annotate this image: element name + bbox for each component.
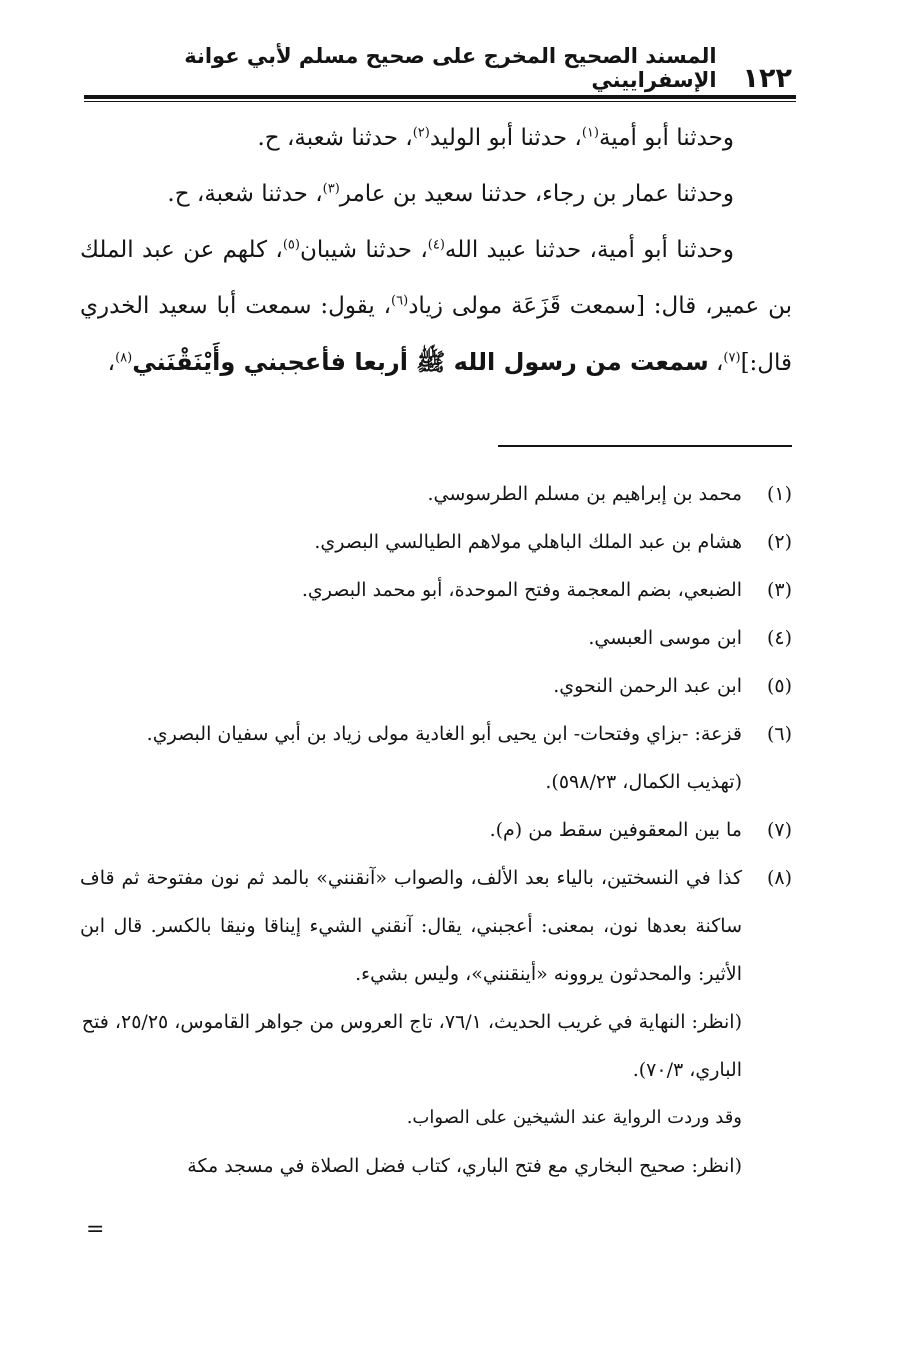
footnote-ref-4[interactable]: (٤) (427, 237, 445, 253)
footnote-5 (80, 662, 792, 710)
footnote-number: (٢) (766, 531, 792, 553)
footnote-number: (٦) (766, 723, 792, 745)
footnote-number: (٨) (766, 867, 792, 889)
footnote-text: كذا في النسختين، بالياء بعد الألف، والصواب «آنقنني» بالمد ثم نون مفتوحة ثم قاف ساكنة بعدها نون، بمعنى: أعجبني، يقال: آنقني الشيء إيناقا ونيقا بالكسر. قال ابن الأثير: والمحدثون يروونه «أينقنني»، وليس بشيء. (80, 867, 742, 985)
text-segment: ، حدثنا شعبة، ح. (167, 181, 323, 207)
text-segment: ، يقول: سمعت أبا سعيد الخدري قال:] (80, 293, 792, 376)
footnote-reference: (تهذيب الكمال، ٥٩٨/٢٣). (545, 771, 742, 793)
footnote-8-note: وقد وردت الرواية عند الشيخين على الصواب. (406, 1107, 742, 1128)
header-rule-thick (84, 95, 796, 99)
footnote-number: (٥) (766, 675, 792, 697)
text-segment: ، حدثنا أبو الوليد (429, 125, 582, 151)
footnote-6 (80, 710, 792, 806)
text-segment: ، حدثنا شعبة، ح. (257, 125, 413, 151)
footnote-body (80, 710, 742, 806)
header-rule-thin (84, 101, 796, 102)
text-segment: ، حدثنا شيبان (299, 237, 428, 263)
text-paragraph-3 (80, 222, 792, 391)
footnote-ref-2[interactable]: (٢) (412, 125, 430, 141)
footnote-separator (498, 445, 792, 447)
footnote-text: قزعة: -بزاي وفتحات- ابن يحيى أبو الغادية مولى زياد بن أبي سفيان البصري. (146, 723, 742, 745)
text-segment: وحدثنا أبو أمية (598, 125, 734, 151)
footnote-8-sources-2: (انظر: صحيح البخاري مع فتح الباري، كتاب فضل الصلاة في مسجد مكة (187, 1155, 742, 1177)
running-title: المسند الصحيح المخرج على صحيح مسلم لأبي عوانة الإسفراييني (184, 44, 717, 92)
text-line-1 (80, 110, 792, 166)
footnote-number: (١) (766, 483, 792, 505)
page-header (90, 44, 792, 94)
footnote-3 (80, 566, 792, 614)
text-segment: ، (708, 350, 724, 376)
footnote-4 (80, 614, 792, 662)
footnote-1 (80, 470, 792, 518)
footnote-text: هشام بن عبد الملك الباهلي مولاهم الطيالسي البصري. (314, 531, 742, 553)
footnote-text: الضبعي، بضم المعجمة وفتح الموحدة، أبو محمد البصري. (301, 579, 742, 601)
footnote-8-sources: (انظر: النهاية في غريب الحديث، ٧٦/١، تاج العروس من جواهر القاموس، ٢٥/٢٥، فتح الباري، ٧٠/٣). (81, 1011, 742, 1081)
footnote-number: (٣) (766, 579, 792, 601)
footnote-ref-8[interactable]: (٨) (115, 350, 133, 366)
footnote-ref-1[interactable]: (١) (581, 125, 599, 141)
text-segment: وحدثنا عمار بن رجاء، حدثنا سعيد بن عامر (339, 181, 734, 207)
continuation-mark: = (86, 1217, 105, 1242)
footnote-number: (٧) (766, 819, 792, 841)
hadith-phrase: سمعت من رسول الله ﷺ أربعا فأعجبني وأَيْنَقْنَني (132, 348, 709, 376)
text-segment: ، كلهم عن عبد الملك بن عمير، قال: [سمعت قَزَعَة مولى زياد (80, 237, 792, 319)
footnote-text: ما بين المعقوفين سقط من (م). (489, 819, 742, 841)
footnote-7 (80, 806, 792, 854)
footnote-ref-5[interactable]: (٥) (282, 237, 300, 253)
main-text (80, 110, 792, 391)
footnote-text: ابن موسى العبسي. (588, 627, 742, 649)
footnote-ref-3[interactable]: (٣) (322, 181, 340, 197)
footnotes (80, 470, 792, 1190)
footnote-2 (80, 518, 792, 566)
footnote-text: محمد بن إبراهيم بن مسلم الطرسوسي. (427, 483, 742, 505)
footnote-ref-7[interactable]: (٧) (723, 350, 741, 366)
footnote-text: ابن عبد الرحمن النحوي. (553, 675, 742, 697)
footnote-8 (80, 854, 792, 998)
footnote-ref-6[interactable]: (٦) (391, 293, 409, 309)
text-line-2 (80, 166, 792, 222)
page-number: ١٢٢ (742, 63, 792, 94)
text-segment: وحدثنا أبو أمية، حدثنا عبيد الله (444, 237, 734, 263)
text-segment: ، (107, 350, 116, 376)
footnote-number: (٤) (766, 627, 792, 649)
